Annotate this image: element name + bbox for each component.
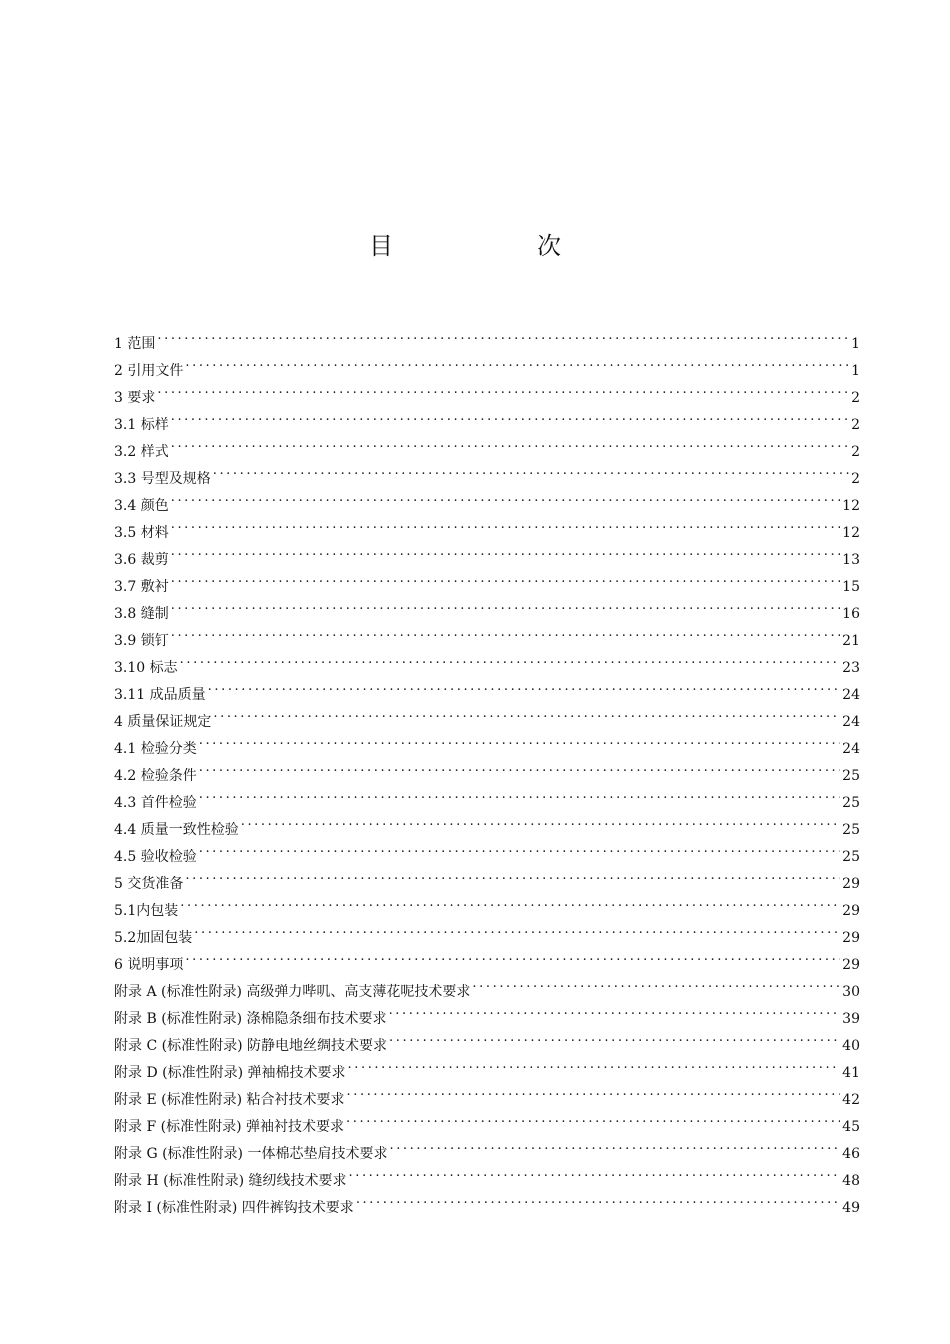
- toc-entry-label: 4.1 检验分类: [114, 741, 197, 757]
- toc-entry-page-number: 13: [842, 552, 860, 568]
- toc-entry[interactable]: [114, 726, 860, 757]
- toc-entry[interactable]: [114, 510, 860, 541]
- toc-entry-leader-dots: [171, 510, 840, 537]
- toc-entry-label: 3 要求: [114, 390, 156, 406]
- toc-entry-leader-dots: [199, 834, 840, 861]
- toc-entry-label: 3.11 成品质量: [114, 687, 206, 703]
- toc-entry-label: 3.5 材料: [114, 525, 169, 541]
- toc-entry[interactable]: [114, 942, 860, 973]
- toc-entry-page-number: 49: [842, 1200, 860, 1216]
- toc-entry-page-number: 21: [842, 633, 860, 649]
- toc-entry-label: 3.7 敷衬: [114, 579, 169, 595]
- toc-entry-page-number: 12: [842, 498, 860, 514]
- toc-entry-label: 3.6 裁剪: [114, 552, 169, 568]
- toc-entry-page-number: 24: [842, 741, 860, 757]
- toc-entry-label: 附录 E (标准性附录) 粘合衬技术要求: [114, 1092, 345, 1108]
- toc-entry-leader-dots: [171, 591, 840, 618]
- toc-entry-label: 4.5 验收检验: [114, 849, 197, 865]
- toc-entry-label: 3.9 锁钉: [114, 633, 169, 649]
- toc-entry[interactable]: [114, 645, 860, 676]
- toc-entry-leader-dots: [180, 888, 840, 915]
- toc-entry-page-number: 16: [842, 606, 860, 622]
- toc-entry[interactable]: [114, 672, 860, 703]
- toc-entry[interactable]: [114, 375, 860, 406]
- toc-entry[interactable]: [114, 753, 860, 784]
- toc-entry-label: 3.10 标志: [114, 660, 178, 676]
- toc-title: 目 次: [369, 232, 621, 260]
- toc-entry[interactable]: [114, 321, 860, 352]
- toc-entry-page-number: 29: [842, 876, 860, 892]
- toc-entry-label: 4.3 首件检验: [114, 795, 197, 811]
- toc-entry-label: 附录 A (标准性附录) 高级弹力哔叽、高支薄花呢技术要求: [114, 984, 471, 1000]
- toc-entry-label: 3.4 颜色: [114, 498, 169, 514]
- toc-entry-label: 2 引用文件: [114, 363, 184, 379]
- toc-entry-page-number: 25: [842, 849, 860, 865]
- toc-entry-leader-dots: [208, 672, 841, 699]
- toc-entry[interactable]: [114, 564, 860, 595]
- toc-entry-page-number: 25: [842, 768, 860, 784]
- toc-entry[interactable]: [114, 969, 860, 1000]
- toc-entry-leader-dots: [157, 375, 849, 402]
- toc-entry-page-number: 2: [851, 390, 860, 406]
- toc-entry-label: 附录 I (标准性附录) 四件裤钩技术要求: [114, 1200, 354, 1216]
- toc-entry[interactable]: [114, 456, 860, 487]
- toc-entry-page-number: 46: [842, 1146, 860, 1162]
- toc-entry-page-number: 39: [842, 1011, 860, 1027]
- toc-entry-label: 6 说明事项: [114, 957, 184, 973]
- toc-entry-label: 附录 C (标准性附录) 防静电地丝绸技术要求: [114, 1038, 387, 1054]
- toc-entry-label: 附录 B (标准性附录) 涤棉隐条细布技术要求: [114, 1011, 387, 1027]
- toc-entry-leader-dots: [241, 807, 840, 834]
- toc-entry-page-number: 1: [851, 336, 860, 352]
- toc-entry-leader-dots: [199, 753, 840, 780]
- toc-entry-leader-dots: [199, 780, 840, 807]
- toc-entry-page-number: 24: [842, 687, 860, 703]
- toc-entry-leader-dots: [389, 996, 841, 1023]
- toc-list: [114, 321, 860, 1216]
- toc-entry-label: 附录 D (标准性附录) 弹袖棉技术要求: [114, 1065, 346, 1081]
- toc-entry-label: 3.2 样式: [114, 444, 169, 460]
- toc-entry-page-number: 29: [842, 930, 860, 946]
- toc-entry-leader-dots: [171, 537, 840, 564]
- toc-entry-page-number: 12: [842, 525, 860, 541]
- toc-entry-page-number: 2: [851, 471, 860, 487]
- toc-entry-leader-dots: [171, 564, 840, 591]
- toc-entry[interactable]: [114, 807, 860, 838]
- toc-entry-page-number: 25: [842, 795, 860, 811]
- toc-entry-leader-dots: [389, 1023, 840, 1050]
- toc-entry[interactable]: [114, 348, 860, 379]
- toc-entry[interactable]: [114, 429, 860, 460]
- toc-entry-label: 3.1 标样: [114, 417, 169, 433]
- toc-entry[interactable]: [114, 915, 860, 946]
- toc-entry-label: 3.3 号型及规格: [114, 471, 211, 487]
- toc-entry[interactable]: [114, 618, 860, 649]
- toc-entry-leader-dots: [472, 969, 840, 996]
- toc-entry-leader-dots: [171, 618, 840, 645]
- toc-entry[interactable]: [114, 861, 860, 892]
- toc-entry-leader-dots: [213, 456, 849, 483]
- toc-entry-label: 5.1内包装: [114, 903, 179, 919]
- toc-entry[interactable]: [114, 537, 860, 568]
- toc-entry[interactable]: [114, 591, 860, 622]
- toc-entry-label: 4.4 质量一致性检验: [114, 822, 239, 838]
- toc-entry-page-number: 23: [842, 660, 860, 676]
- toc-entry-page-number: 30: [842, 984, 860, 1000]
- toc-entry-leader-dots: [157, 321, 849, 348]
- toc-entry-leader-dots: [185, 942, 840, 969]
- toc-entry-leader-dots: [213, 699, 840, 726]
- toc-entry-leader-dots: [389, 1131, 840, 1158]
- toc-entry-leader-dots: [171, 402, 849, 429]
- toc-entry-page-number: 15: [842, 579, 860, 595]
- toc-entry-leader-dots: [346, 1104, 840, 1131]
- toc-entry-label: 5 交货准备: [114, 876, 184, 892]
- toc-entry-leader-dots: [356, 1185, 840, 1212]
- toc-entry-page-number: 24: [842, 714, 860, 730]
- toc-entry-label: 1 范围: [114, 336, 156, 352]
- toc-entry-page-number: 25: [842, 822, 860, 838]
- toc-entry-leader-dots: [348, 1050, 841, 1077]
- toc-entry-page-number: 1: [851, 363, 860, 379]
- toc-entry-leader-dots: [171, 429, 849, 456]
- toc-entry-label: 5.2加固包装: [114, 930, 193, 946]
- toc-entry-leader-dots: [185, 348, 849, 375]
- toc-entry-label: 4.2 检验条件: [114, 768, 197, 784]
- toc-entry-label: 附录 G (标准性附录) 一体棉芯垫肩技术要求: [114, 1146, 388, 1162]
- toc-entry-page-number: 41: [842, 1065, 860, 1081]
- toc-entry-label: 附录 F (标准性附录) 弹袖衬技术要求: [114, 1119, 344, 1135]
- toc-entry-leader-dots: [199, 726, 840, 753]
- toc-entry-label: 附录 H (标准性附录) 缝纫线技术要求: [114, 1173, 347, 1189]
- toc-entry-page-number: 42: [842, 1092, 860, 1108]
- toc-entry-leader-dots: [347, 1077, 841, 1104]
- toc-entry-leader-dots: [180, 645, 841, 672]
- toc-entry[interactable]: [114, 483, 860, 514]
- toc-entry[interactable]: [114, 780, 860, 811]
- toc-entry[interactable]: [114, 888, 860, 919]
- toc-entry-page-number: 45: [842, 1119, 860, 1135]
- toc-entry-page-number: 48: [842, 1173, 860, 1189]
- toc-entry-page-number: 2: [851, 417, 860, 433]
- toc-entry[interactable]: [114, 834, 860, 865]
- toc-entry-leader-dots: [194, 915, 840, 942]
- toc-entry-label: 4 质量保证规定: [114, 714, 212, 730]
- toc-entry[interactable]: [114, 402, 860, 433]
- toc-entry-leader-dots: [171, 483, 840, 510]
- toc-entry-leader-dots: [348, 1158, 840, 1185]
- toc-entry-page-number: 29: [842, 903, 860, 919]
- toc-entry-page-number: 29: [842, 957, 860, 973]
- toc-entry[interactable]: [114, 699, 860, 730]
- toc-entry-leader-dots: [185, 861, 840, 888]
- toc-entry-page-number: 40: [842, 1038, 860, 1054]
- toc-entry-label: 3.8 缝制: [114, 606, 169, 622]
- toc-entry-page-number: 2: [851, 444, 860, 460]
